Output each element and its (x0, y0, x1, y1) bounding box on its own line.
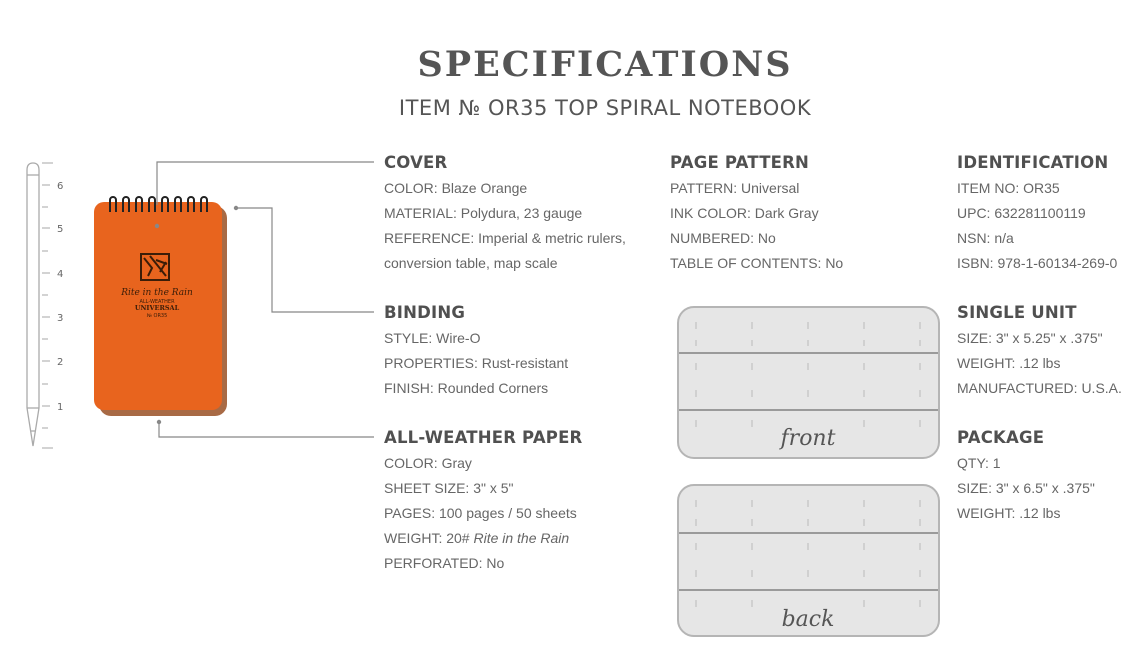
package-qty: QTY: 1 (957, 455, 1001, 471)
pencil-ruler-icon (27, 163, 53, 448)
page-pattern-pattern: PATTERN: Universal (670, 180, 800, 196)
page-back-illustration (678, 485, 939, 636)
identification-item-no: ITEM NO: OR35 (957, 180, 1060, 196)
ruler-tick-label: 1 (57, 402, 64, 413)
identification-section (957, 153, 1122, 276)
paper-weight-brand: Rite in the Rain (473, 530, 570, 546)
svg-text:№ OR35: № OR35 (146, 313, 168, 319)
cover-material: MATERIAL: Polydura, 23 gauge (384, 205, 583, 221)
package-size: SIZE: 3" x 6.5" x .375" (957, 480, 1095, 496)
page-front-label: front (780, 426, 836, 451)
page-subtitle: ITEM № OR35 TOP SPIRAL NOTEBOOK (398, 96, 812, 120)
package-weight: WEIGHT: .12 lbs (957, 505, 1061, 521)
notebook-image (94, 197, 227, 416)
single-unit-size: SIZE: 3" x 5.25" x .375" (957, 330, 1103, 346)
paper-sheet-size: SHEET SIZE: 3" x 5" (384, 480, 514, 496)
binding-finish: FINISH: Rounded Corners (384, 380, 549, 396)
identification-isbn: ISBN: 978-1-60134-269-0 (957, 255, 1118, 271)
page-title: SPECIFICATIONS (417, 44, 793, 85)
svg-text:ALL-WEATHER: ALL-WEATHER (139, 299, 175, 305)
paper-section (384, 428, 664, 576)
binding-heading: BINDING (384, 303, 466, 322)
page-back-label: back (781, 607, 835, 632)
identification-heading: IDENTIFICATION (957, 153, 1109, 172)
svg-text:Rite in the Rain: Rite in the Rain (121, 288, 193, 298)
paper-perforated: PERFORATED: No (384, 555, 505, 571)
ruler-tick-label: 3 (57, 313, 64, 324)
binding-style: STYLE: Wire-O (384, 330, 481, 346)
cover-heading: COVER (384, 153, 448, 172)
paper-heading: ALL-WEATHER PAPER (384, 428, 583, 447)
page-pattern-toc: TABLE OF CONTENTS: No (670, 255, 844, 271)
ruler-tick-label: 6 (57, 181, 64, 192)
ruler-tick-label: 4 (57, 269, 64, 280)
identification-upc: UPC: 632281100119 (957, 205, 1086, 221)
single-unit-section (957, 303, 1122, 401)
page-pattern-ink: INK COLOR: Dark Gray (670, 205, 819, 221)
paper-color: COLOR: Gray (384, 455, 472, 471)
svg-text:UNIVERSAL: UNIVERSAL (134, 304, 180, 312)
paper-weight-prefix: WEIGHT: 20# (384, 530, 474, 546)
cover-reference: REFERENCE: Imperial & metric rulers, conversion table, map scale (384, 230, 626, 271)
cover-section (384, 153, 664, 276)
paper-pages: PAGES: 100 pages / 50 sheets (384, 505, 577, 521)
page-front-illustration (678, 307, 939, 458)
page-pattern-section (670, 153, 940, 276)
ruler-tick-label: 5 (57, 224, 64, 235)
page-pattern-heading: PAGE PATTERN (670, 153, 810, 172)
identification-nsn: NSN: n/a (957, 230, 1014, 246)
single-unit-heading: SINGLE UNIT (957, 303, 1077, 322)
paper-weight (384, 526, 664, 551)
binding-section (384, 303, 664, 401)
single-unit-weight: WEIGHT: .12 lbs (957, 355, 1061, 371)
binding-properties: PROPERTIES: Rust-resistant (384, 355, 569, 371)
cover-color: COLOR: Blaze Orange (384, 180, 528, 196)
ruler-tick-label: 2 (57, 357, 64, 368)
page-pattern-numbered: NUMBERED: No (670, 230, 776, 246)
single-unit-manufactured: MANUFACTURED: U.S.A. (957, 380, 1122, 396)
package-section (957, 428, 1122, 526)
package-heading: PACKAGE (957, 428, 1045, 447)
